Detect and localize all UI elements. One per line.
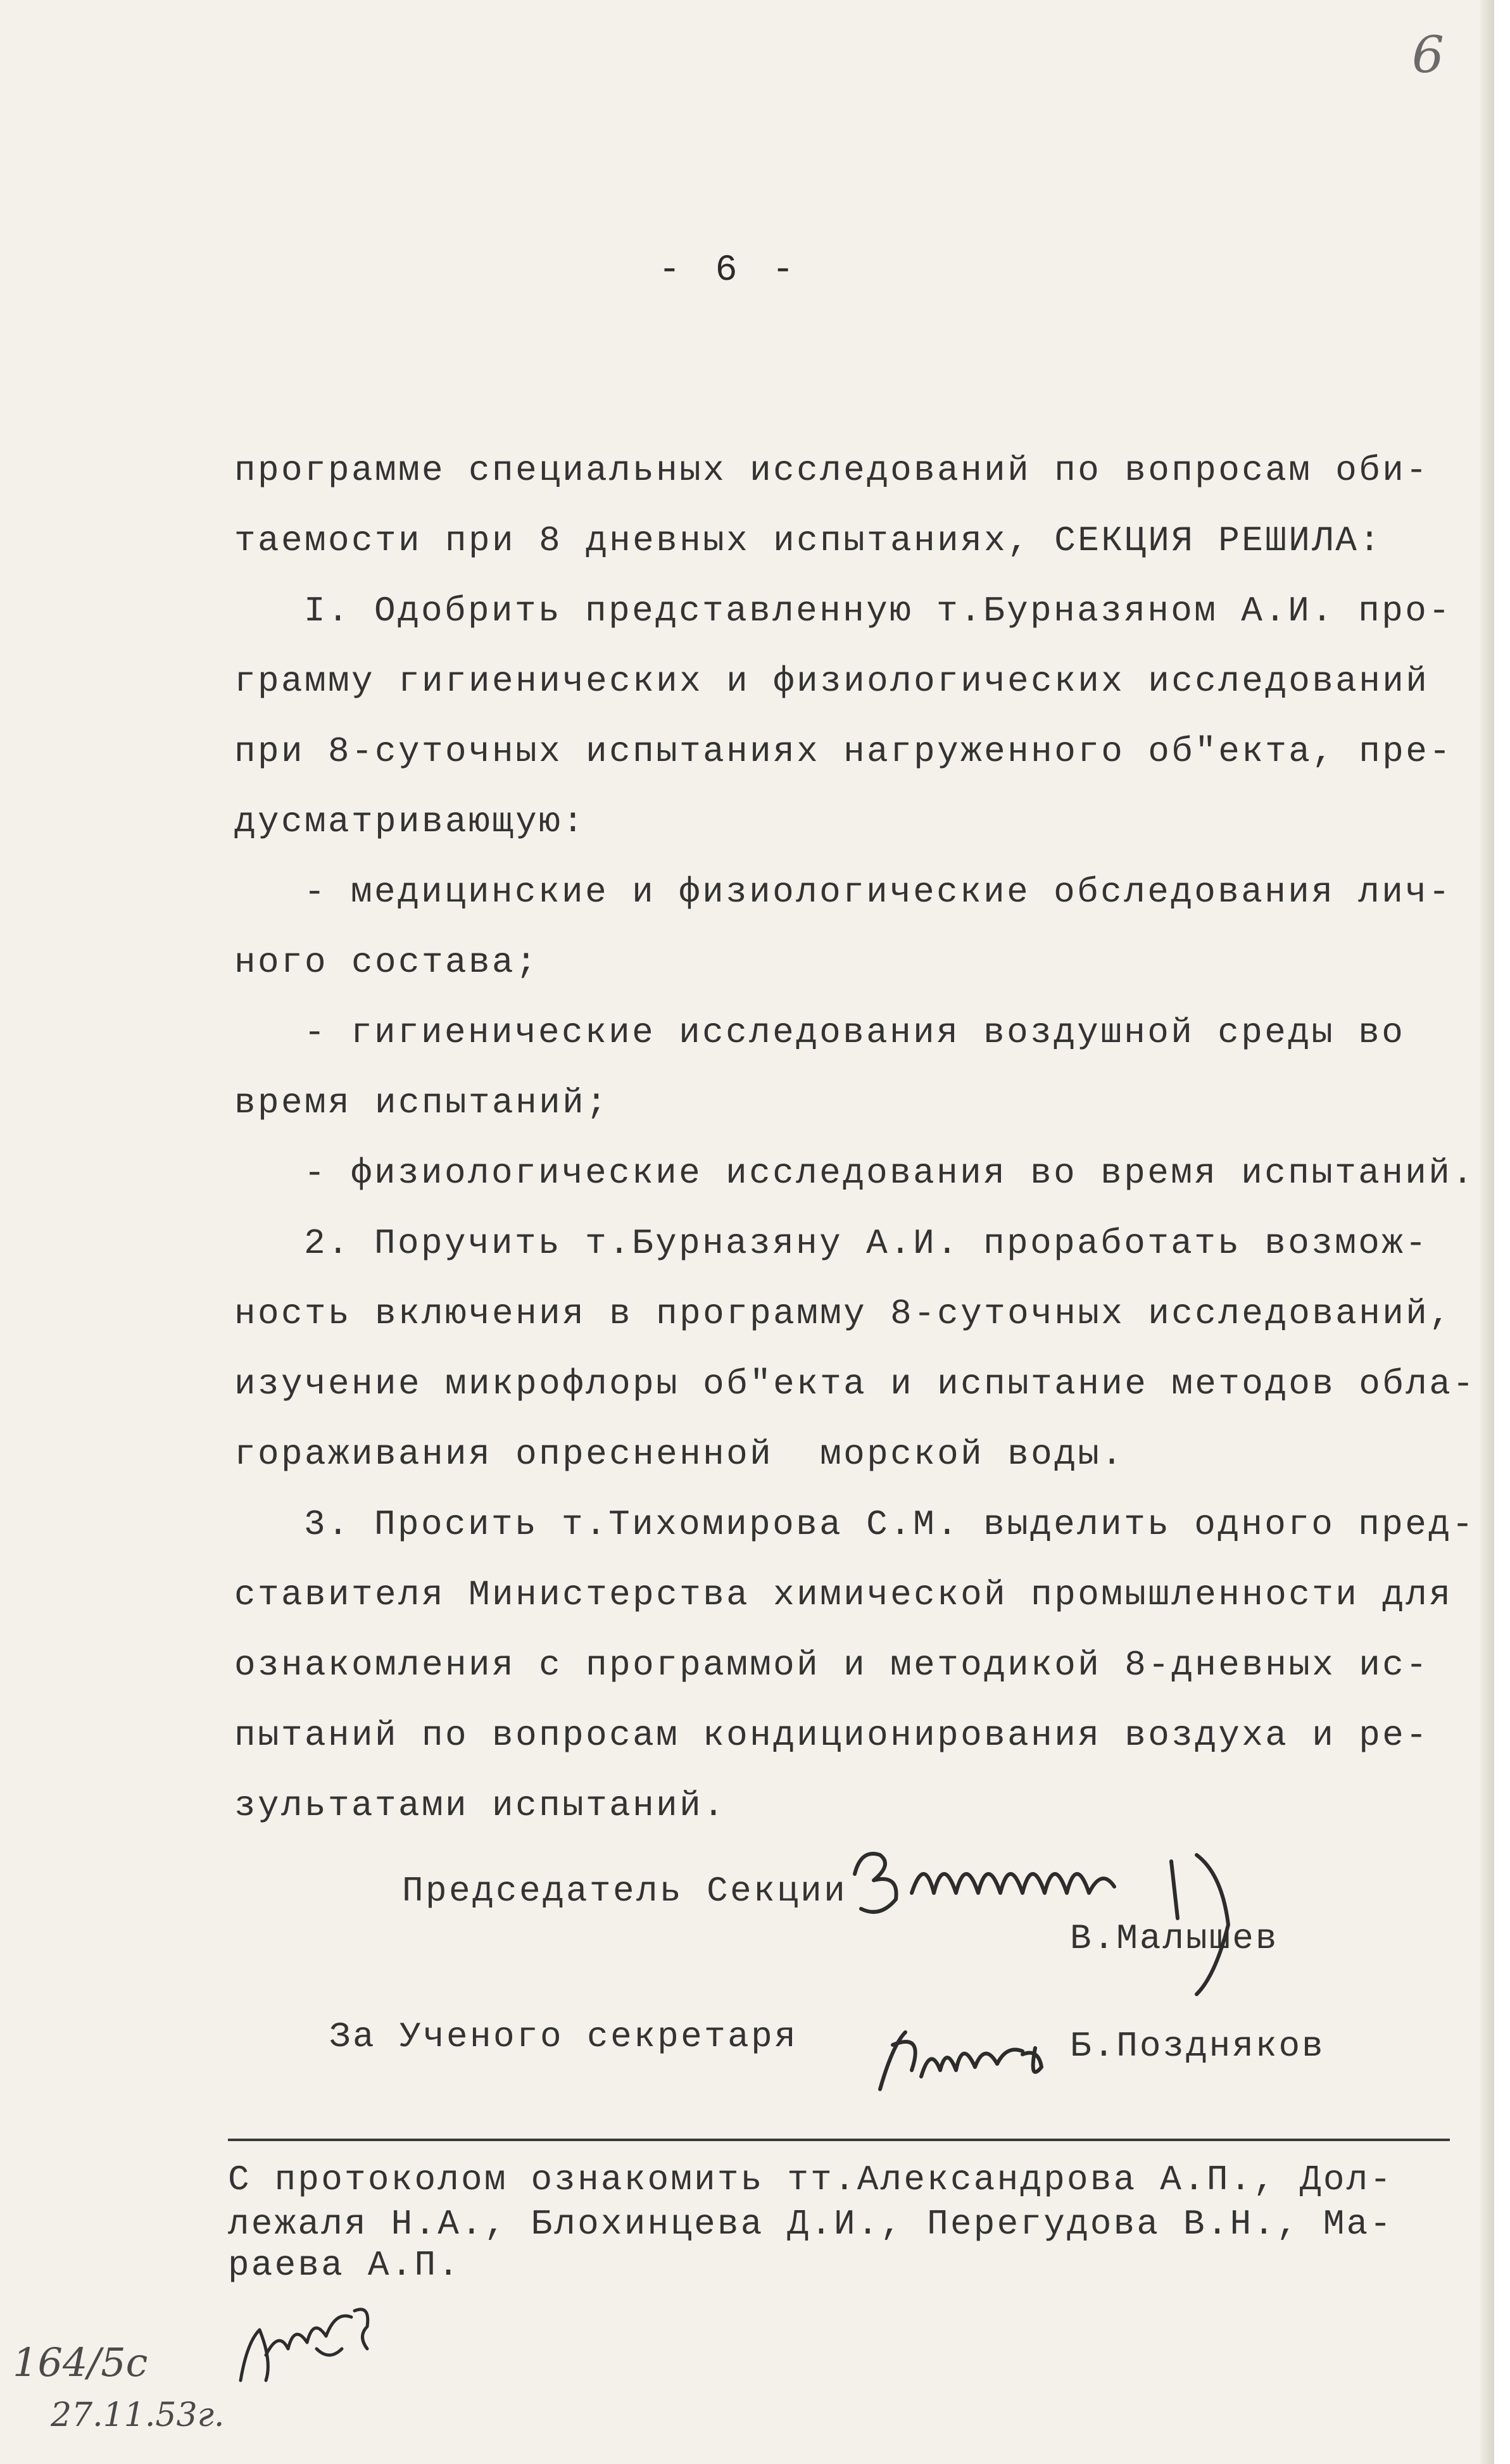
secretary-label: За Ученого секретаря [329, 2016, 798, 2057]
body-line: - медицинские и физиологические обследования лич- [304, 872, 1452, 912]
body-line: ставителя Министерства химической промышленности для [234, 1575, 1453, 1615]
body-line: - гигиенические исследования воздушной среды во [304, 1012, 1406, 1053]
footer-line: раева А.П. [228, 2245, 462, 2285]
body-line: изучение микрофлоры об"екта и испытание методов обла- [234, 1364, 1476, 1404]
page-number: - 6 - [658, 250, 801, 291]
footer-divider [228, 2139, 1450, 2141]
archive-date-note: 27.11.53г. [51, 2396, 225, 2434]
body-line: 3. Просить т.Тихомирова С.М. выделить одного пред- [304, 1504, 1476, 1545]
body-line: пытаний по вопросам кондиционирования воздуха и ре- [234, 1715, 1430, 1756]
body-line: - физиологические исследования во время испытаний. [304, 1153, 1476, 1193]
chair-label: Председатель Секции [402, 1871, 848, 1911]
chair-name: В.Малышев [1070, 1918, 1279, 1959]
archive-number-note: 164/5с [13, 2339, 148, 2385]
body-line: дусматривающую: [234, 801, 586, 842]
page-edge [1480, 0, 1494, 2464]
body-line: гораживания опресненной морской воды. [234, 1434, 1125, 1474]
body-line: ного состава; [234, 942, 539, 983]
body-line: грамму гигиенических и физиологических исследований [234, 661, 1430, 701]
footer-line: С протоколом ознакомить тт.Александрова А.П., Дол- [228, 2159, 1394, 2200]
body-line: ность включения в программу 8-суточных исследований, [234, 1293, 1453, 1334]
footer-line: лежаля Н.А., Блохинцева Д.И., Перегудова В.Н., Ма- [228, 2204, 1394, 2244]
body-line: ознакомления с программой и методикой 8-дневных ис- [234, 1645, 1430, 1685]
body-line: при 8-суточных испытаниях нагруженного об"екта, пре- [234, 731, 1453, 772]
body-line: 2. Поручить т.Бурназяну А.И. проработать возмож- [304, 1223, 1429, 1264]
body-line: время испытаний; [234, 1083, 610, 1123]
body-line: таемости при 8 дневных испытаниях, СЕКЦИЯ РЕШИЛА: [234, 520, 1383, 561]
secretary-name: Б.Поздняков [1070, 2026, 1325, 2066]
handwritten-page-mark: 6 [1412, 25, 1444, 84]
body-line: программе специальных исследований по вопросам оби- [234, 450, 1430, 491]
body-line: I. Одобрить представленную т.Бурназяном А.И. про- [304, 591, 1452, 631]
body-line: зультатами испытаний. [234, 1785, 727, 1826]
